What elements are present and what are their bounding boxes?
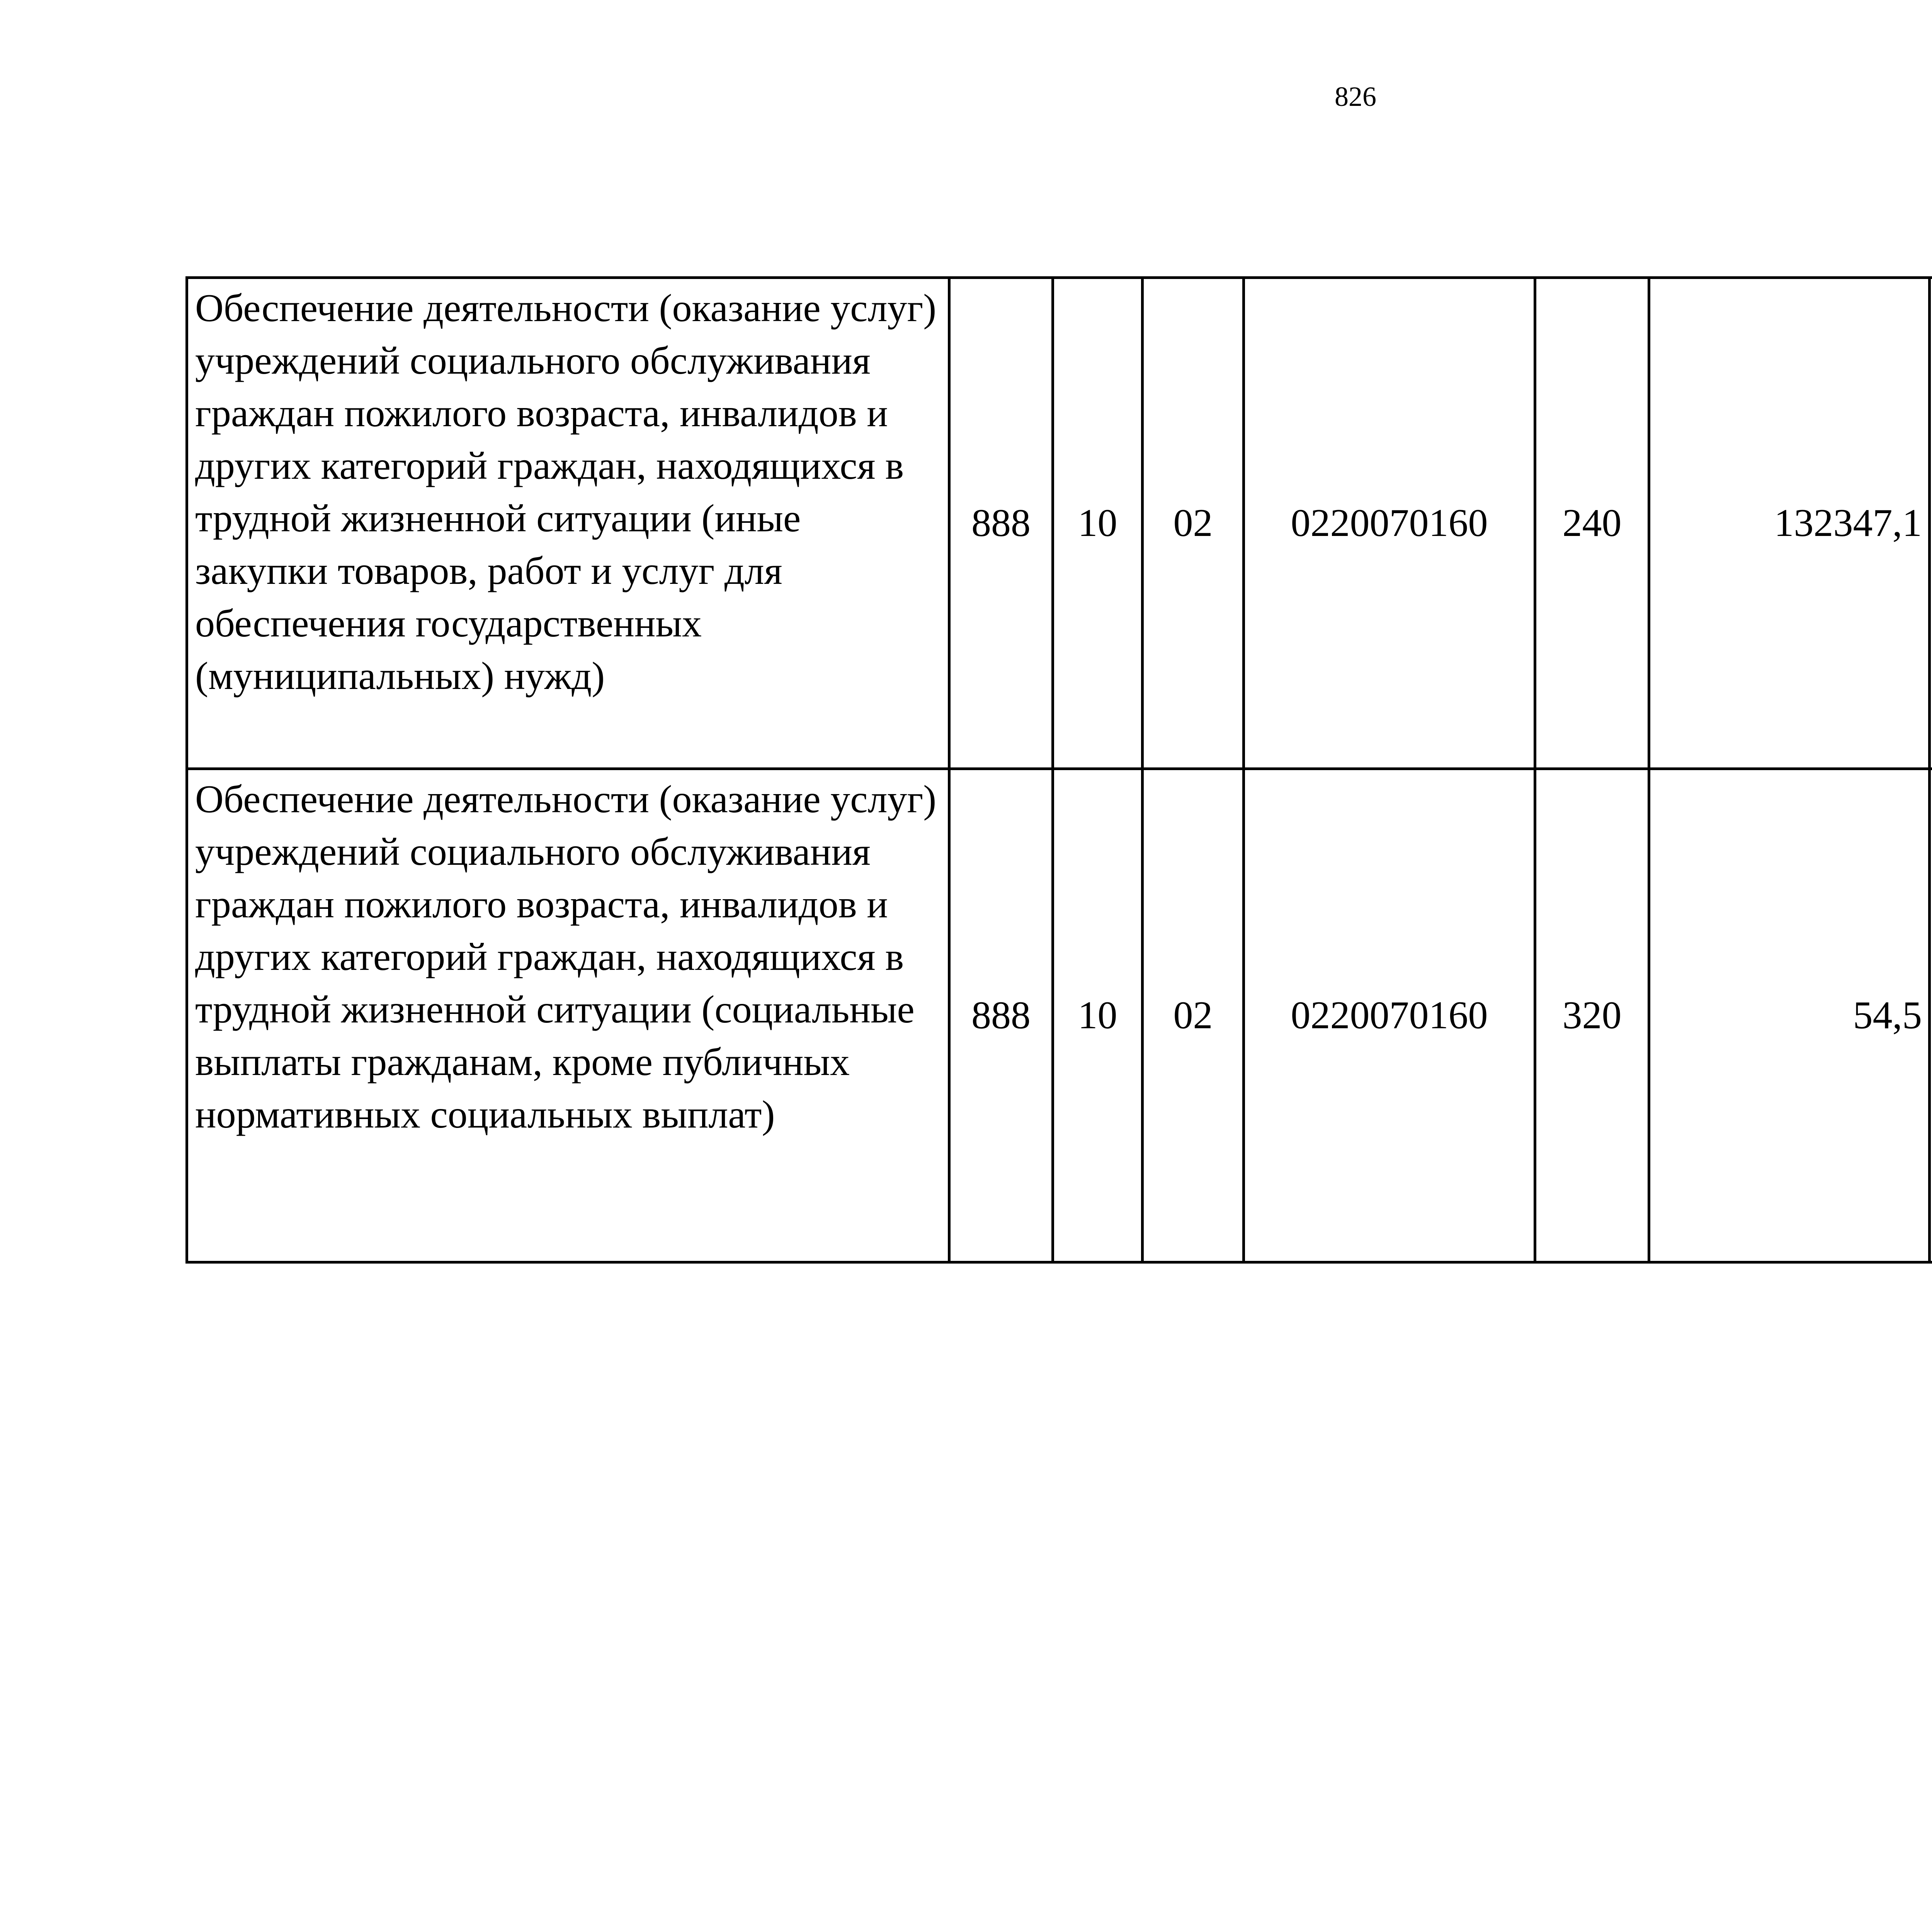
subsection-code: 02 (1143, 769, 1244, 1262)
amount-2 (1930, 278, 1932, 769)
ministry-code: 888 (949, 769, 1053, 1262)
table-row (187, 769, 1932, 1262)
row-description: Обеспечение деятельности (оказание услуг) учреждений социального обслуживания граждан пожилого возраста, инвалидов и других категорий граждан, находящихся в трудной жизненной ситуации (социальные выплаты гражданам, кроме публичных нормативных социальных выплат) (187, 769, 949, 1262)
row-description: Обеспечение деятельности (оказание услуг) учреждений социального обслуживания граждан пожилого возраста, инвалидов и других категорий граждан, находящихся в трудной жизненной ситуации (иные закупки товаров, работ и услуг для обеспечения государственных (муниципальных) нужд) (187, 278, 949, 769)
amount-2 (1930, 769, 1932, 1262)
target-article-code: 0220070160 (1244, 278, 1535, 769)
expense-type-code: 320 (1535, 769, 1649, 1262)
section-code: 10 (1053, 278, 1143, 769)
section-code: 10 (1053, 769, 1143, 1262)
expense-type-code: 240 (1535, 278, 1649, 769)
ministry-code: 888 (949, 278, 1053, 769)
amount-1: 54,5 (1649, 769, 1930, 1262)
page-number: 826 (1335, 81, 1376, 112)
amount-1: 132347,1 (1649, 278, 1930, 769)
subsection-code: 02 (1143, 278, 1244, 769)
budget-table (185, 276, 1932, 1264)
target-article-code: 0220070160 (1244, 769, 1535, 1262)
table-row (187, 278, 1932, 769)
